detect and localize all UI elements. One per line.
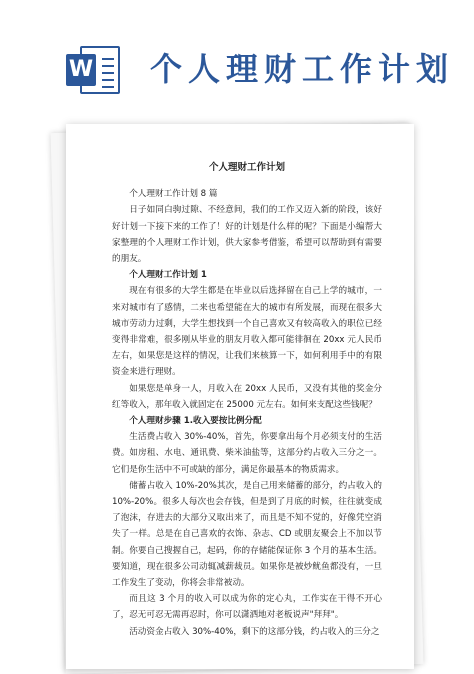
body-paragraph: 生活费占收入 30%-40%，首先，你要拿出每个月必须支付的生活费。如房租、水电、通讯费、柴米油盐等，这部分约占收入三分之一。它们是你生活中不可或缺的部分，满足你最基本的物质需求。 (112, 432, 382, 475)
body-paragraph: 日子如同白驹过隙、不经意间，我们的工作又迈入新的阶段，该好好计划一下接下来的工作了！好的计划是什么样的呢？下面是小编帮大家整理的个人理财工作计划，供大家参考借鉴，希望可以帮助到有需要的朋友。 (112, 205, 382, 265)
word-badge: W (66, 54, 96, 86)
section-heading: 个人理财步骤 1.收入要按比例分配 (129, 416, 262, 427)
document-title: 个人理财工作计划 (208, 162, 285, 173)
word-logo-icon (66, 42, 122, 98)
body-paragraph: 现在有很多的大学生都是在毕业以后选择留在自己上学的城市，一来对城市有了感情，二来也希望能在大的城市有所发展，而现在很多大城市劳动力过剩，大学生想找到一个自己喜欢又有较高收入的职位已经变得非常难，很多刚从毕业的朋友月收入都可能徘徊在 20xx 元人民币左右，如果您是这样的情况，让我们来核算一下，如何利用手中的有限资金来进行理财。 (112, 286, 382, 378)
body-paragraph: 储蓄占收入 10%-20%其次，是自己用来储蓄的部分，约占收入的10%-20%。很多人每次也会存钱，但是到了月底的时候，往往就变成了泡沫，存进去的大部分又取出来了，而且是不知不觉的，好像凭空消失了一样。总是在自己喜欢的衣饰、杂志、CD 或朋友聚会上不加以节制。你要自己搜握自己，起码，你的存储能保证你 3 个月的基本生活。要知道，现在很多公司动辄减薪裁员。如果你是被炒鱿鱼都没有，一旦工作发生了变动，你将会非常被动。 (112, 480, 382, 589)
body-paragraph: 活动资金占收入 30%-40%，剩下的这部分钱，约占收入的三分之 (129, 626, 380, 637)
body-paragraph: 如果您是单身一人，月收入在 20xx 人民币，又没有其他的奖金分红等收入，那年收入就固定在 25000 元左右。如何来支配这些钱呢？ (112, 383, 382, 410)
body-paragraph: 而且这 3 个月的收入可以成为你的定心丸，工作实在干得不开心了，忍无可忍无需再忍时，你可以潇洒地对老板说声"拜拜"。 (112, 594, 382, 621)
document-body (112, 160, 382, 640)
header-title: 个人理财工作计划 (150, 50, 455, 88)
page-header (0, 0, 474, 120)
section-heading: 个人理财工作计划 1 (129, 270, 207, 281)
document-subtitle: 个人理财工作计划 8 篇 (129, 189, 218, 200)
